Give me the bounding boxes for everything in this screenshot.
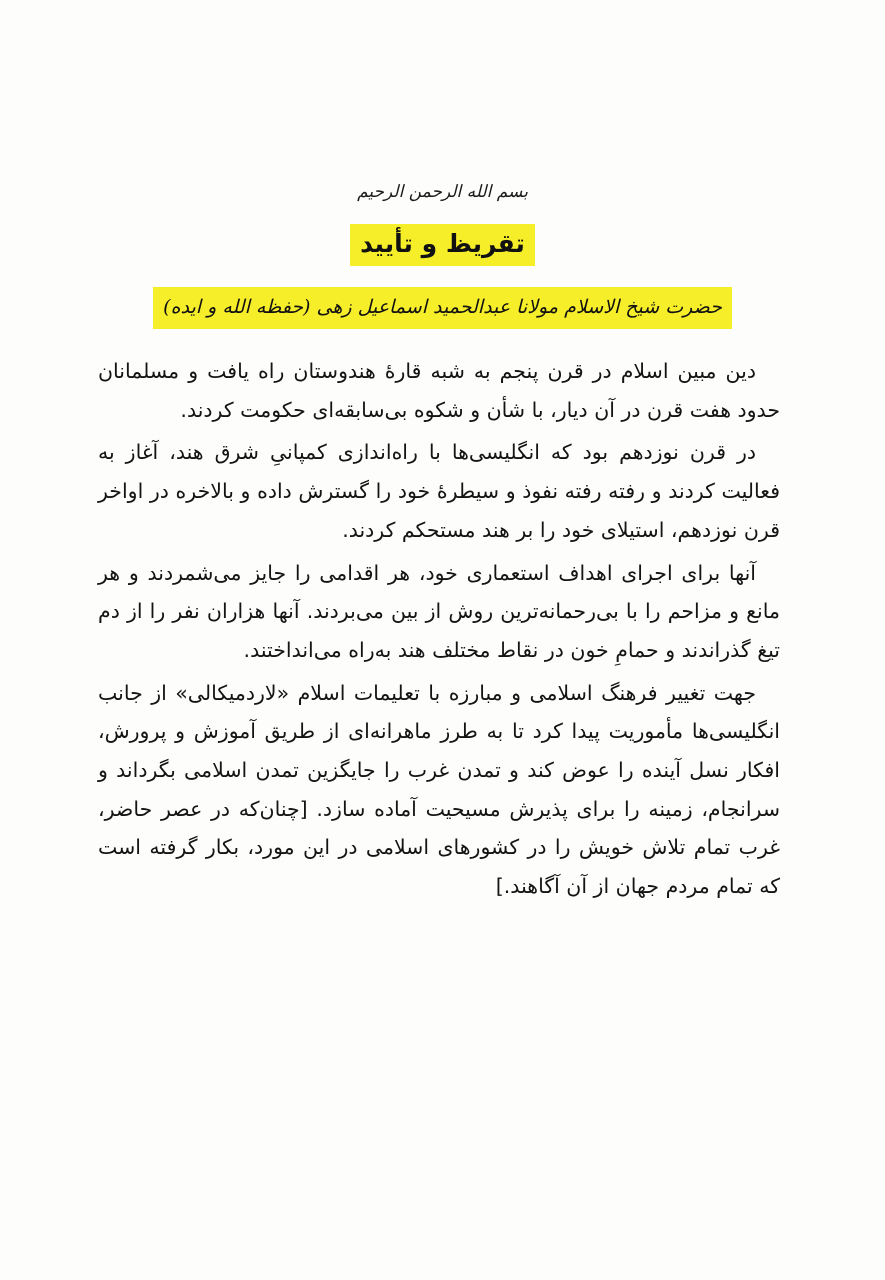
page-title: تقریظ و تأیید: [350, 224, 535, 266]
title-container: [0, 224, 885, 266]
subtitle-container: [0, 287, 885, 329]
paragraph: آنها برای اجرای اهداف استعماری خود، هر اقدامی را جایز می‌شمردند و هر مانع و مزاحم را با بی‌رحمانه‌ترین روش از بین می‌بردند. آنها هزاران نفر را از دم تیغ گذراندند و حمامِ خون در نقاط مختلف هند به‌راه می‌انداختند.: [98, 560, 780, 662]
body-text: [98, 352, 780, 910]
paragraph: جهت تغییر فرهنگ اسلامی و مبارزه با تعلیمات اسلام «لاردمیکالی» از جانب انگلیسی‌ها مأموریت پیدا کرد تا به طرز ماهرانه‌ای از طریق آموزش و پرورش، افکار نسل آینده را عوض کند و تمدن غرب را جایگزین تمدن اسلامی بگرداند و سرانجام، زمینه را برای پذیرش مسیحیت آماده سازد. [چنان‌که در عصر حاضر، غرب تمام تلاش خویش را در کشورهای اسلامی در این مورد، بکار گرفته است که تمام مردم جهان از آن آگاهند.]: [98, 680, 780, 899]
paragraph: در قرن نوزدهم بود که انگلیسی‌ها با راه‌اندازی کمپانیِ شرق هند، آغاز به فعالیت کردند و رفته رفته نفوذ و سیطرهٔ خود را گسترش داده و بالاخره در اواخر قرن نوزدهم، استیلای خود را بر هند مستحکم کردند.: [98, 440, 780, 542]
paragraph: دین مبین اسلام در قرن پنجم به شبه قارهٔ هندوستان راه یافت و مسلمانان حدود هفت قرن در آن دیار، با شأن و شکوه بی‌سابقه‌ای حکومت کردند.: [98, 359, 780, 422]
author-subtitle: حضرت شیخ الاسلام مولانا عبدالحمید اسماعیل زهی (حفظه الله و ایده): [153, 287, 732, 329]
bismillah-calligraphy: بسم الله الرحمن الرحیم: [357, 182, 528, 202]
